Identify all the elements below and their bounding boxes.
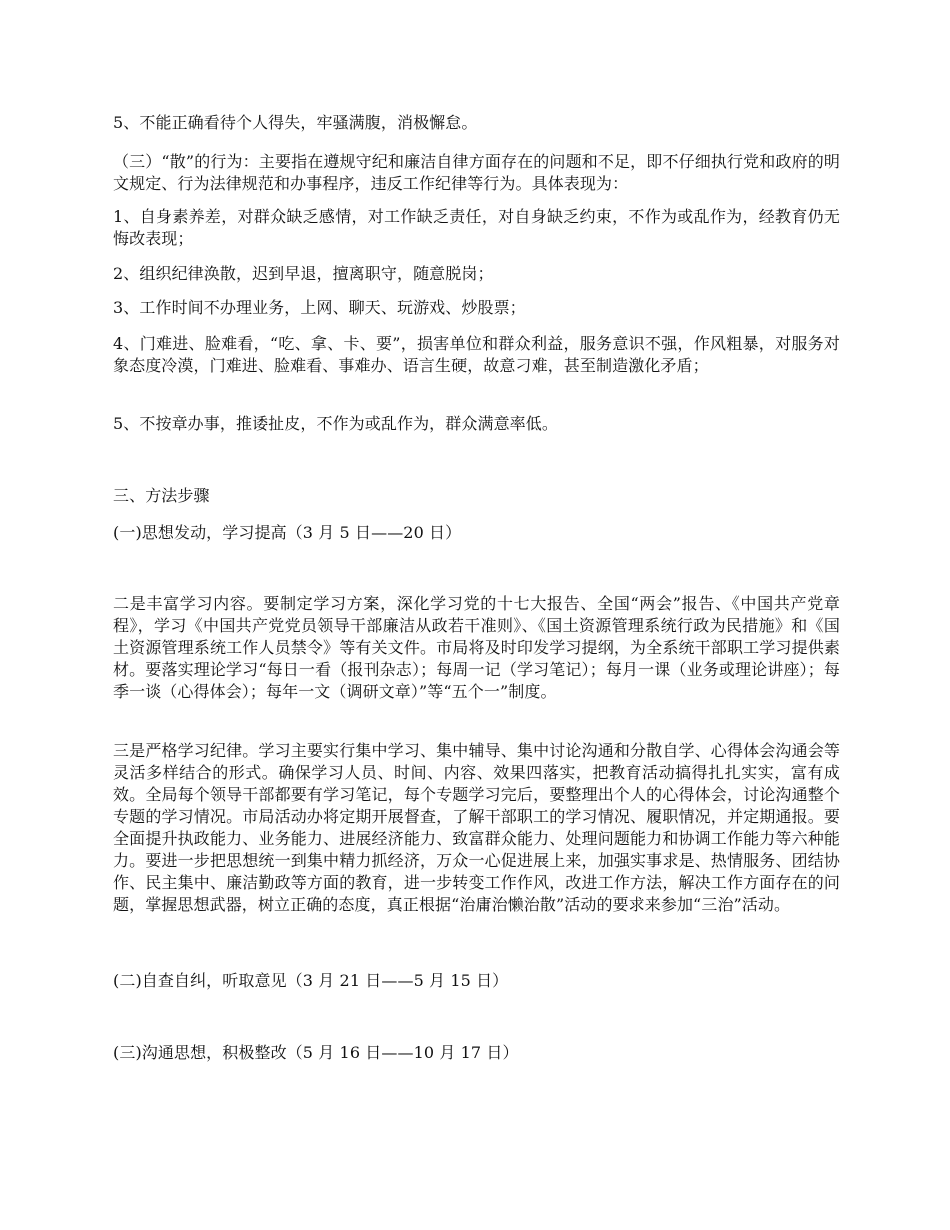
- paragraph-study-discipline: 三是严格学习纪律。学习主要实行集中学习、集中辅导、集中讨论沟通和分散自学、心得体会沟通会等灵活多样结合的形式。确保学习人员、时间、内容、效果四落实，把教育活动搞得扎扎实实，富有成效。全局每个领导干部都要有学习笔记，每个专题学习完后，要整理出个人的心得体会，讨论沟通整个专题的学习情况。市局活动办将定期开展督查，了解干部职工的学习情况、履职情况，并定期通报。要全面提升执政能力、业务能力、进展经济能力、致富群众能力、处理问题能力和协调工作能力等六种能力。要进一步把思想统一到集中精力抓经济，万众一心促进展上来，加强实事求是、热情服务、团结协作、民主集中、廉洁勤政等方面的教育，进一步转变工作作风，改进工作方法，解决工作方面存在的问题，掌握思想武器，树立正确的态度，真正根据“治庸治懒治散”活动的要求来参加“三治”活动。: [113, 741, 840, 914]
- paragraph-item-5-satisfaction: 5、不按章办事，推诿扯皮，不作为或乱作为，群众满意率低。: [113, 414, 558, 433]
- paragraph-item-2-discipline: 2、组织纪律涣散，迟到早退，擅离职守，随意脱岗；: [113, 264, 494, 283]
- paragraph-item-4-service: 4、门难进、脸难看，“吃、拿、卡、要”，损害单位和群众利益，服务意识不强，作风粗暴，对服务对象态度冷漠，门难进、脸难看、事难办、语言生硬，故意刁难，甚至制造激化矛盾；: [113, 334, 840, 375]
- paragraph-item-5-attitude: 5、不能正确看待个人得失，牢骚满腹，消极懈怠。: [113, 113, 478, 132]
- section-heading-methods: 三、方法步骤: [113, 486, 210, 505]
- subsection-heading-3: (三)沟通思想，积极整改（5 月 16 日——10 月 17 日）: [113, 1043, 519, 1062]
- paragraph-item-3-work-time: 3、工作时间不办理业务，上网、聊天、玩游戏、炒股票；: [113, 298, 526, 317]
- paragraph-study-content: 二是丰富学习内容。要制定学习方案，深化学习党的十七大报告、全国“两会”报告、《中国共产党章程》，学习《中国共产党党员领导干部廉洁从政若干准则》、《国土资源管理系统行政为民措施》和《国土资源管理系统工作人员禁令》等有关文件。市局将及时印发学习提纲，为全系统干部职工学习提供素材。要落实理论学习“每日一看（报刊杂志）；每周一记（学习笔记）；每月一课（业务或理论讲座）；每季一谈（心得体会）；每年一文（调研文章）”等“五个一”制度。: [113, 594, 840, 701]
- paragraph-san-behavior-intro: （三）“散”的行为：主要指在遵规守纪和廉洁自律方面存在的问题和不足，即不仔细执行党和政府的明文规定、行为法律规范和办事程序，违反工作纪律等行为。具体表现为：: [113, 152, 840, 193]
- subsection-heading-1: (一)思想发动，学习提高（3 月 5 日——20 日）: [113, 523, 462, 542]
- subsection-heading-2: (二)自查自纠，听取意见（3 月 21 日——5 月 15 日）: [113, 971, 509, 990]
- paragraph-item-1-quality: 1、自身素养差，对群众缺乏感情，对工作缺乏责任，对自身缺乏约束，不作为或乱作为，经教育仍无悔改表现；: [113, 207, 840, 248]
